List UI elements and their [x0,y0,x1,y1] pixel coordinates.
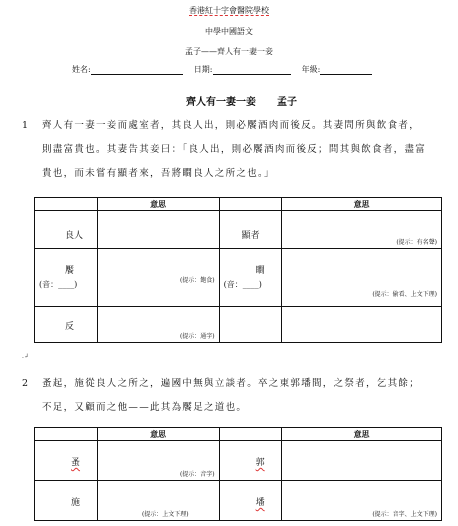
term-zao: 蚤 [71,458,81,468]
table2-header-meaning-right: 意思 [282,428,442,441]
term-yan: 饜 [65,266,75,276]
pronunciation-field[interactable]: (音：____) [223,280,262,289]
date-field[interactable] [213,65,291,75]
section-number-1: 1 [22,120,30,131]
term-cell [35,481,98,521]
hint-zao: (提示：音字) [179,471,215,478]
term-cell [35,211,98,249]
answer-cell[interactable] [282,307,442,343]
class-label: 年級: [301,65,321,74]
hint-yan: (提示：飽食) [179,277,215,284]
term-cell [219,249,282,307]
name-field[interactable] [91,65,183,75]
class-field[interactable] [320,65,372,75]
term-cell [35,249,98,307]
date-label: 日期: [193,65,213,74]
table2-header-meaning-left: 意思 [97,428,219,441]
answer-cell[interactable] [282,249,442,307]
term-jian: 瞷 [255,266,265,276]
name-label: 姓名: [72,65,91,74]
term-guo: 郭 [255,458,265,468]
term-liangren: 良人 [65,231,84,241]
pronunciation-field[interactable]: (音：____) [39,280,78,289]
answer-cell[interactable] [97,307,219,343]
hint-fan2: (提示：音字、上文下理) [372,511,437,518]
term-xianzhe: 顯者 [241,231,260,241]
student-info-row [72,64,372,75]
term-fan: 反 [65,322,75,332]
answer-cell[interactable] [282,481,442,521]
article-title: 齊人有一妻一妾 [186,97,256,108]
section-number-2: 2 [22,378,30,389]
section-2-line-1: 蚤起，施從良人之所之，遍國中無與立談者。卒之東郭墦間，之祭者，乞其餘； [42,378,421,389]
term-cell [35,307,98,343]
article-heading [186,93,297,108]
article-author: 孟子 [276,97,297,108]
term-cell [219,441,282,481]
hint-xianzhe: (提示：有名聲) [396,239,437,246]
term-cell [219,211,282,249]
hint-jian: (提示：偷看、上文下理) [372,291,437,298]
section-1-line-1: 齊人有一妻一妾而處室者，其良人出，則必饜酒肉而後反。其妻問所與飲食者， [42,120,421,131]
term-cell [219,307,282,343]
table1-header-meaning-left: 意思 [97,198,219,211]
table1-header-meaning-right: 意思 [282,198,442,211]
section-2-line-2: 不足，又顧而之他——此其為饜足之道也。 [42,402,248,413]
answer-cell[interactable] [97,249,219,307]
answer-cell[interactable] [282,441,442,481]
subject-title: 中學中國語文 [205,27,253,36]
vocab-table-2 [34,427,442,521]
term-shi: 施 [71,498,81,508]
school-name: 香港紅十字會醫院學校 [189,6,269,15]
hint-fan: (提示：通字) [179,333,215,340]
section-1-line-2: 則盡富貴也。其妻告其妾曰：「良人出，則必饜酒肉而後反；問其與飲食者，盡富 [42,144,427,155]
answer-cell[interactable] [282,211,442,249]
section-1-line-3: 貴也，而未嘗有顯者來，吾將瞷良人之所之也。」 [42,168,275,179]
term-cell [219,481,282,521]
answer-cell[interactable] [97,481,219,521]
section-2-text [42,372,447,420]
section-1-text [42,114,447,186]
hint-shi: (提示：上文下理) [141,511,189,518]
vocab-table-1 [34,197,442,343]
term-cell [35,441,98,481]
answer-cell[interactable] [97,441,219,481]
term-fan2: 墦 [255,498,265,508]
lesson-title: 孟子——齊人有一妻一妾 [185,47,273,56]
answer-cell[interactable] [97,211,219,249]
paragraph-mark-icon: .↲ [22,353,29,360]
